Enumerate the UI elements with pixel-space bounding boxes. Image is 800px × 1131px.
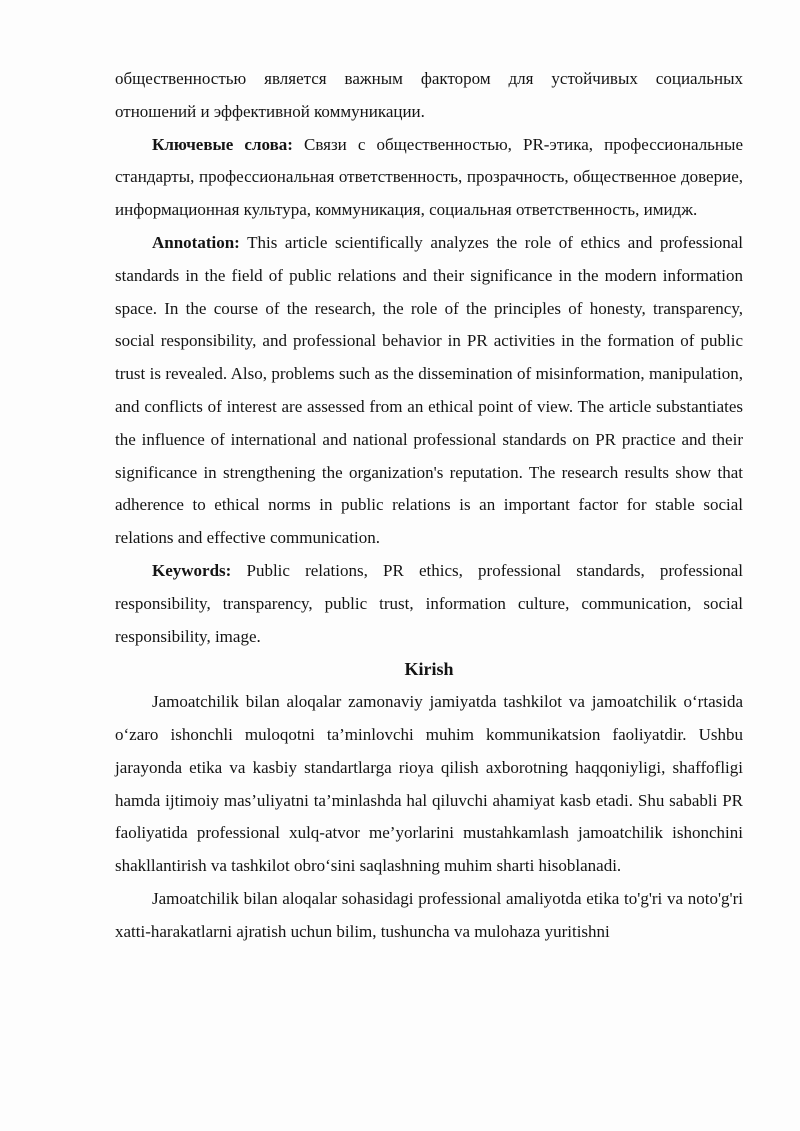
annotation-label: Annotation:: [152, 232, 240, 252]
section-heading-kirish: Kirish: [404, 659, 454, 680]
keywords-ru-label: Ключевые слова:: [152, 134, 293, 154]
keywords-en-text: Public relations, PR ethics, professional standards, professional responsibility, transparency, public trust, information culture, communication, social responsibility, image.: [115, 560, 743, 646]
paragraph-abstract-ru-continuation: [115, 63, 743, 129]
keywords-ru-text: Связи с общественностью, PR-этика, профессиональные стандарты, профессиональная ответственность, прозрачность, общественное доверие, информационная культура, коммуникация, социальная ответственность, имидж.: [115, 134, 743, 220]
paragraph-keywords-ru: [115, 129, 743, 227]
paragraph-text: общественностью является важным фактором для устойчивых социальных отношений и эффективной коммуникации.: [115, 69, 743, 121]
paragraph-text: Jamoatchilik bilan aloqalar sohasidagi professional amaliyotda etika to'g'ri va noto'g'ri xatti-harakatlarni ajratish uchun bilim, tushuncha va mulohaza yuritishni: [115, 888, 743, 941]
annotation-text: This article scientifically analyzes the role of ethics and professional standards in the field of public relations and their significance in the modern information space. In the course of the research, the role of the principles of honesty, transparency, social responsibility, and professional behavior in PR activities in the formation of public trust is revealed. Also, problems such as the dissemination of misinformation, manipulation, and conflicts of interest are assessed from an ethical point of view. The article substantiates the influence of international and national professional standards on PR practice and their significance in strengthening the organization's reputation. The research results show that adherence to ethical norms in public relations is an important factor for stable social relations and effective communication.: [115, 232, 743, 548]
paragraph-kirish-1: [115, 686, 743, 883]
keywords-en-label: Keywords:: [152, 560, 232, 580]
paragraph-annotation-en: [115, 227, 743, 555]
paragraph-kirish-2: [115, 883, 743, 949]
paragraph-keywords-en: [115, 555, 743, 653]
paragraph-text: Jamoatchilik bilan aloqalar zamonaviy jamiyatda tashkilot va jamoatchilik o‘rtasida o‘zaro ishonchli muloqotni ta’minlovchi muhim kommunikatsion faoliyatdir. Ushbu jarayonda etika va kasbiy standartlarga rioya qilish axborotning haqqoniyligi, shaffofligi hamda ijtimoiy mas’uliyatni ta’minlashda hal qiluvchi ahamiyat kasb etadi. Shu sababli PR faoliyatida professional xulq-atvor me’yorlarini mustahkamlash jamoatchilik ishonchini shakllantirish va tashkilot obro‘sini saqlashning muhim sharti hisoblanadi.: [115, 692, 743, 876]
text-block: [115, 63, 743, 949]
